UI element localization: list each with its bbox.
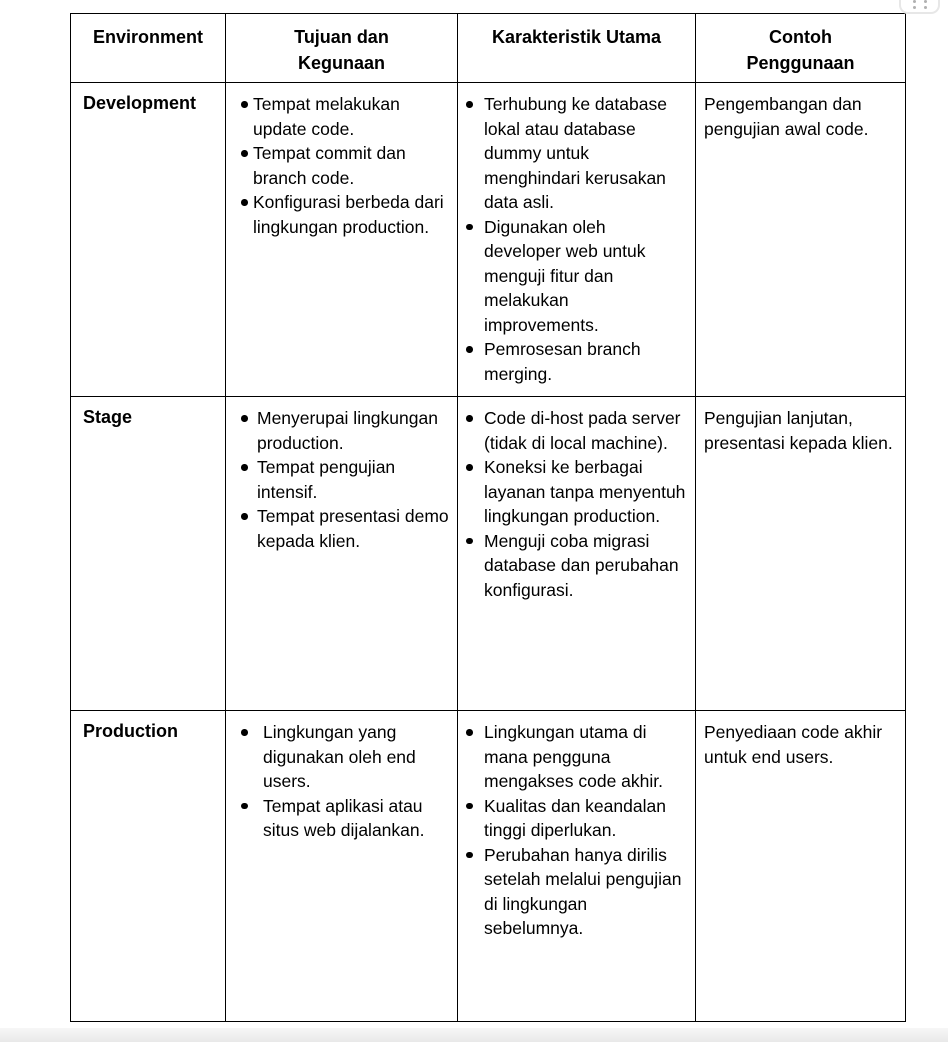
list-item [466,720,687,794]
col-header-karakteristik [458,14,696,83]
six-dots-icon [913,0,927,9]
bullet-text: Konfigurasi berbeda dari lingkungan production. [253,192,444,237]
bullet-icon [466,794,484,810]
bullet-icon [466,337,484,353]
contoh-text: Pengujian lanjutan, presentasi kepada klien. [704,408,893,453]
table-row-development [71,83,906,397]
bullet-icon [241,504,257,520]
bullet-icon [241,794,263,810]
bullet-icon [466,720,484,736]
table-row-stage [71,397,906,711]
bullet-icon [241,406,257,422]
bullet-icon [466,529,484,545]
bullet-icon [241,141,253,157]
col-header-environment [71,14,226,83]
col-header-environment-label: Environment [92,27,203,47]
col-header-contoh-label: Contoh Penggunaan [746,27,855,73]
bullet-icon [466,455,484,471]
bullet-text: Tempat presentasi demo kepada klien. [257,506,449,551]
bullet-text: Pemrosesan branch merging. [484,339,641,384]
col-header-tujuan [226,14,458,83]
bullet-text: Tempat commit dan branch code. [253,143,406,188]
development-karakteristik-cell [458,83,696,397]
list-item [241,190,451,239]
contoh-text: Penyediaan code akhir untuk end users. [704,722,883,767]
list-item [466,337,687,386]
development-tujuan-cell [226,83,458,397]
list-item [241,92,451,141]
table-row-production [71,711,906,1022]
bullet-icon [241,455,257,471]
list-item [241,406,451,455]
row-label-stage: Stage [71,397,226,711]
col-header-tujuan-label: Tujuan dan Kegunaan [294,27,389,73]
col-header-contoh [696,14,906,83]
stage-contoh-cell [696,397,906,711]
list-item [466,843,687,941]
bullet-text: Koneksi ke berbagai layanan tanpa menyentuh lingkungan production. [484,457,686,526]
bullet-text: Kualitas dan keandalan tinggi diperlukan. [484,795,666,840]
bullet-icon [466,92,484,108]
production-contoh-cell [696,711,906,1022]
environments-table [70,13,906,1022]
bullet-text: Lingkungan yang digunakan oleh end users. [263,722,416,791]
development-contoh-cell [696,83,906,397]
stage-karakteristik-cell [458,397,696,711]
list-item [466,794,687,843]
bullet-text: Tempat pengujian intensif. [257,457,396,502]
list-item [241,141,451,190]
bullet-text: Terhubung ke database lokal atau database dummy untuk menghindari kerusakan data asli. [484,94,667,212]
list-item [466,406,687,455]
row-label-development: Development [71,83,226,397]
production-karakteristik-cell [458,711,696,1022]
bullet-icon [466,215,484,231]
list-item [241,794,451,843]
contoh-text: Pengembangan dan pengujian awal code. [704,94,869,139]
bullet-text: Tempat melakukan update code. [253,94,400,139]
bullet-text: Menyerupai lingkungan production. [257,408,438,453]
bullet-icon [241,92,253,108]
bullet-text: Lingkungan utama di mana pengguna mengakses code akhir. [484,722,663,791]
row-label-production: Production [71,711,226,1022]
bullet-icon [241,720,263,736]
bullet-icon [466,843,484,859]
header-row [71,14,906,83]
bullet-icon [241,190,253,206]
list-item [241,455,451,504]
drag-handle-button[interactable] [899,0,940,14]
list-item [466,215,687,338]
list-item [466,92,687,215]
list-item [466,529,687,603]
page-bottom-band [0,1028,948,1042]
stage-tujuan-cell [226,397,458,711]
bullet-text: Digunakan oleh developer web untuk menguji fitur dan melakukan improvements. [484,216,646,335]
bullet-text: Perubahan hanya dirilis setelah melalui pengujian di lingkungan sebelumnya. [484,844,682,938]
bullet-text: Menguji coba migrasi database dan perubahan konfigurasi. [484,530,679,600]
bullet-icon [466,406,484,422]
bullet-text: Code di-host pada server (tidak di local machine). [484,408,681,453]
list-item [241,720,451,794]
list-item [241,504,451,553]
list-item [466,455,687,529]
bullet-text: Tempat aplikasi atau situs web dijalankan. [263,795,425,840]
production-tujuan-cell [226,711,458,1022]
col-header-karakteristik-label: Karakteristik Utama [491,27,662,47]
